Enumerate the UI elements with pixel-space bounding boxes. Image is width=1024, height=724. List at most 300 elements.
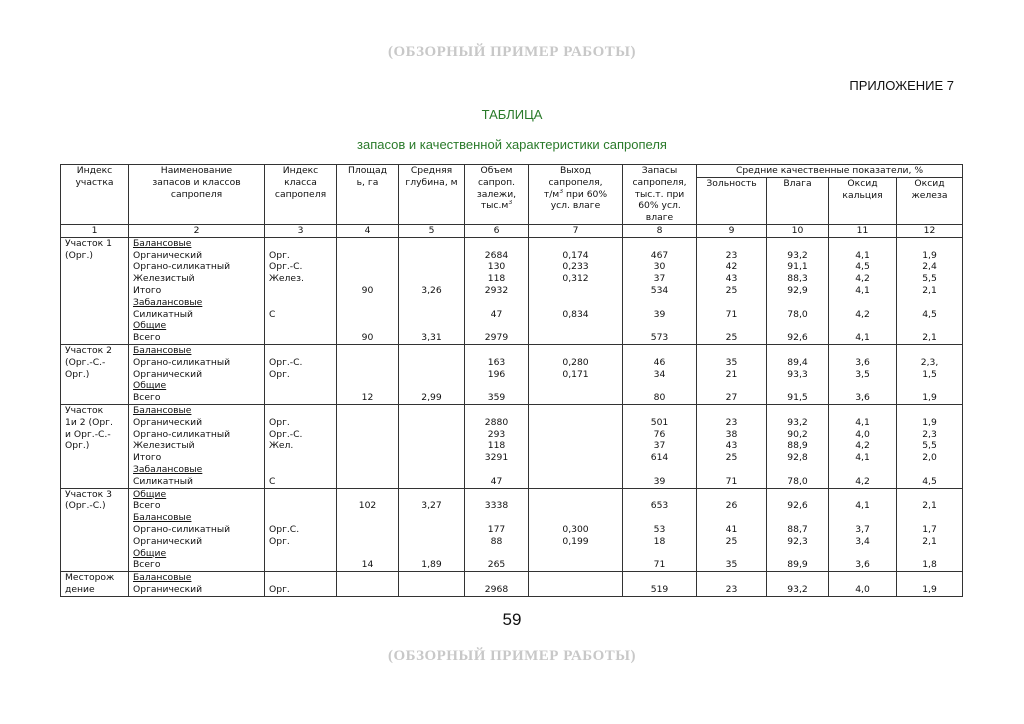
depth-value [402,452,461,464]
category-heading: Забалансовые [133,296,203,308]
section-row [61,404,963,488]
column-number: 3 [265,224,337,237]
volume-value: 2932 [484,284,509,296]
table-header [61,165,963,225]
area-value [340,584,395,596]
yield-value [532,440,619,452]
header-text: при 60% [563,188,608,200]
reserves-value [626,548,693,560]
moisture-value [770,548,825,560]
depth-value [402,476,461,488]
volume-cell [465,404,529,488]
header-text: сапропеля, [632,176,687,188]
section-index-line: Участок [65,404,104,416]
volume-value [468,512,525,524]
depth-value [402,309,461,321]
ash-content-value [700,238,763,250]
yield-value [532,405,619,417]
header-line [468,200,525,212]
category-heading: Забалансовые [133,463,203,475]
reserve-name-line: Итого [133,452,162,464]
class-index-value: С [269,308,276,320]
appendix-label: ПРИЛОЖЕНИЕ 7 [849,78,954,93]
iron-oxide-cell [897,404,963,488]
header-line [626,200,693,212]
iron-oxide-cell [897,237,963,344]
calcium-oxide-cell [829,237,897,344]
column-number: 10 [767,224,829,237]
column-number: 1 [61,224,129,237]
header-line [402,165,461,177]
volume-value: 47 [490,475,503,487]
header-text: Средняя [410,165,453,176]
column-number: 5 [399,224,465,237]
reserve-name [129,488,265,572]
reserves-cell [623,344,697,404]
section-row [61,572,963,597]
depth-cell [399,344,465,404]
volume-cell [465,237,529,344]
moisture-value: 92,3 [787,535,808,547]
section-index-line: Участок 2 [65,344,112,356]
category-heading: Балансовые [133,572,192,584]
header-volume [465,165,529,225]
reserves-value: 30 [653,261,666,273]
depth-value [402,489,461,501]
depth-value: 3,27 [421,500,442,512]
class-index-value: Орг.-С. [269,261,303,273]
iron-oxide-value [900,512,959,524]
area-value [340,512,395,524]
iron-oxide-value: 2,1 [922,332,937,344]
volume-value [468,320,525,332]
section-index [61,344,129,404]
ash-content-value [700,512,763,524]
calcium-oxide-value: 4,5 [855,261,870,273]
reserves-value: 80 [653,392,666,404]
volume-value: 2880 [484,416,509,428]
volume-value: 2968 [484,583,509,595]
area-value: 12 [361,392,374,404]
depth-value [402,417,461,429]
reserves-cell [623,404,697,488]
moisture-value [770,380,825,392]
moisture-value: 93,3 [787,368,808,380]
header-line [532,189,619,201]
ash-content-cell [697,488,767,572]
iron-oxide-value: 2,3, [920,356,939,368]
header-text: кальция [842,189,883,201]
class-index-value: Желез. [269,273,304,285]
iron-oxide-value: 1,5 [922,368,937,380]
depth-value [402,320,461,332]
yield-value [532,512,619,524]
area-value [340,309,395,321]
iron-oxide-value: 4,5 [922,308,937,320]
iron-oxide-value: 5,5 [922,273,937,285]
volume-value: 118 [487,273,506,285]
depth-cell [399,488,465,572]
header-name [129,165,265,225]
header-line [468,165,525,177]
area-value [340,238,395,250]
column-number: 12 [897,224,963,237]
calcium-oxide-value: 4,0 [855,583,870,595]
category-heading: Балансовые [133,404,192,416]
moisture-value: 92,6 [787,500,808,512]
calcium-oxide-value [832,320,893,332]
volume-value: 47 [490,308,503,320]
iron-oxide-value: 2,4 [922,261,937,273]
reserve-name-line: Органический [133,583,203,595]
area-value [340,297,395,309]
reserves-value: 18 [653,535,666,547]
header-line [132,165,261,177]
iron-oxide-value [900,380,959,392]
iron-oxide-cell [897,488,963,572]
calcium-oxide-value [832,380,893,392]
reserve-name-line: Органо-силикатный [133,356,231,368]
volume-value: 88 [490,535,503,547]
class-index-value: С [269,475,276,487]
section-index-line: Орг.) [65,368,90,380]
area-cell [337,237,399,344]
reserves-value [626,572,693,584]
watermark-top: (ОБЗОРНЫЙ ПРИМЕР РАБОТЫ) [387,44,636,60]
depth-value [402,297,461,309]
reserves-value [626,297,693,309]
column-number: 11 [829,224,897,237]
moisture-value: 93,2 [787,416,808,428]
yield-value [532,320,619,332]
depth-value [402,250,461,262]
calcium-oxide-value [832,345,893,357]
header-text: Зольность [706,178,757,189]
calcium-oxide-value: 3,6 [855,392,870,404]
area-value [340,261,395,273]
depth-cell [399,572,465,597]
reserves-cell [623,237,697,344]
area-cell [337,488,399,572]
depth-cell [399,404,465,488]
header-area [337,165,399,225]
column-number: 6 [465,224,529,237]
area-value [340,357,395,369]
reserves-value: 53 [653,523,666,535]
reserves-value: 46 [653,356,666,368]
calcium-oxide-value [832,464,893,476]
volume-value: 177 [487,523,506,535]
reserve-name [129,237,265,344]
header-line [770,178,825,190]
class-index-value: Орг. [269,583,290,595]
header-text: сапроп. [477,176,516,188]
class-index-value [269,489,333,501]
yield-value [532,476,619,488]
header-line [532,177,619,189]
yield-cell [529,344,623,404]
header-text: тыс.т. при [634,188,685,200]
class-index-cell [265,572,337,597]
moisture-value: 78,0 [787,308,808,320]
section-index-line: (Орг.-С.- [65,356,106,368]
iron-oxide-value: 4,5 [922,475,937,487]
area-value [340,380,395,392]
ash-content-value: 27 [725,392,738,404]
volume-value: 118 [487,440,506,452]
header-text: Выход [560,165,591,176]
iron-oxide-value [900,464,959,476]
class-index-value [269,512,333,524]
iron-oxide-value: 2,1 [922,284,937,296]
header-line [626,189,693,201]
depth-value [402,238,461,250]
header-text: участка [75,176,114,188]
section-index [61,572,129,597]
moisture-value [770,464,825,476]
reserves-value: 573 [650,332,669,344]
header-text: ь, га [356,176,379,188]
ash-content-cell [697,572,767,597]
moisture-value [770,572,825,584]
reserves-value: 34 [653,368,666,380]
header-line [64,165,125,177]
ash-content-value [700,405,763,417]
reserve-name-line: Силикатный [133,475,193,487]
table-title: ТАБЛИЦА [481,107,543,122]
area-value [340,417,395,429]
yield-value: 0,312 [562,273,589,285]
iron-oxide-value [900,297,959,309]
section-index [61,237,129,344]
area-value: 102 [358,500,377,512]
yield-cell [529,237,623,344]
reserve-name-line: Железистый [133,440,195,452]
moisture-value: 88,7 [787,523,808,535]
yield-cell [529,572,623,597]
reserves-value: 76 [653,428,666,440]
reserve-name-line: Всего [133,559,161,571]
moisture-value: 89,4 [787,356,808,368]
column-number: 8 [623,224,697,237]
volume-value: 265 [487,559,506,571]
section-row [61,488,963,572]
iron-oxide-cell [897,572,963,597]
iron-oxide-cell [897,344,963,404]
area-cell [337,572,399,597]
header-text: Индекс [282,165,319,176]
yield-value [532,345,619,357]
calcium-oxide-value [832,548,893,560]
moisture-value [770,320,825,332]
header-line [468,177,525,189]
moisture-cell [767,404,829,488]
header-text: т/м [543,188,560,200]
depth-value [402,584,461,596]
depth-value [402,548,461,560]
iron-oxide-value: 1,9 [922,416,937,428]
calcium-oxide-value: 4,2 [855,273,870,285]
calcium-oxide-value: 4,1 [855,500,870,512]
yield-cell [529,488,623,572]
class-index-value [269,500,333,512]
moisture-value: 91,1 [787,261,808,273]
class-index-value [269,548,333,560]
depth-value [402,380,461,392]
reserves-value: 519 [650,583,669,595]
header-text: влаге [645,212,674,224]
column-number: 4 [337,224,399,237]
depth-value: 1,89 [421,559,442,571]
calcium-oxide-value: 4,2 [855,308,870,320]
reserve-name-line: Силикатный [133,308,193,320]
class-index-value: Орг. [269,249,290,261]
header-moisture [767,178,829,225]
class-index-value [269,559,333,571]
moisture-value [770,489,825,501]
header-line [268,165,333,177]
iron-oxide-value: 1,9 [922,249,937,261]
yield-value [532,584,619,596]
header-text: Оксид [847,178,878,189]
reserves-value [626,345,693,357]
class-index-value [269,405,333,417]
header-calcium-oxide [829,178,897,225]
ash-content-value: 71 [725,308,738,320]
yield-value [532,500,619,512]
header-text: 60% усл. [638,200,681,212]
depth-value: 3,31 [421,332,442,344]
section-index-line: и Орг.-С.- [65,428,111,440]
volume-value: 196 [487,368,506,380]
reserves-value [626,320,693,332]
calcium-oxide-value: 3,6 [855,559,870,571]
calcium-oxide-value: 3,7 [855,523,870,535]
reserves-value [626,238,693,250]
area-value [340,464,395,476]
calcium-oxide-value: 4,0 [855,428,870,440]
moisture-cell [767,237,829,344]
section-index [61,488,129,572]
area-value [340,405,395,417]
class-index-value: Орг.-С. [269,428,303,440]
reserves-value: 614 [650,452,669,464]
ash-content-value: 23 [725,583,738,595]
class-index-value: Жел. [269,440,294,452]
volume-value: 2684 [484,249,509,261]
iron-oxide-value: 2,3 [922,428,937,440]
header-line [532,200,619,212]
header-line [626,177,693,189]
yield-value: 0,174 [562,249,589,261]
reserves-value: 39 [653,475,666,487]
reserves-value: 39 [653,308,666,320]
depth-value [402,345,461,357]
reserve-name-line: Всего [133,332,161,344]
header-line [626,165,693,177]
area-value [340,489,395,501]
header-text: железа [911,189,948,201]
depth-value [402,369,461,381]
class-index-value: Орг. [269,416,290,428]
ash-content-value [700,464,763,476]
ash-content-value: 21 [725,368,738,380]
class-index-value [269,380,333,392]
ash-content-value: 35 [725,356,738,368]
calcium-oxide-value: 4,2 [855,475,870,487]
reserve-name-line: Железистый [133,273,195,285]
moisture-value [770,512,825,524]
yield-value [532,285,619,297]
area-value: 90 [361,284,374,296]
depth-value [402,405,461,417]
yield-cell [529,404,623,488]
class-index-value [269,452,333,464]
yield-value [532,392,619,404]
yield-value [532,489,619,501]
reserve-name-line: Итого [133,284,162,296]
volume-value [468,489,525,501]
header-depth [399,165,465,225]
section-index-line: Месторож [65,572,115,584]
calcium-oxide-value: 4,2 [855,440,870,452]
category-heading: Балансовые [133,344,192,356]
volume-value: 359 [487,392,506,404]
superscript: 3 [559,188,564,195]
iron-oxide-value [900,238,959,250]
header-line [468,189,525,201]
section-row [61,237,963,344]
iron-oxide-value: 2,0 [922,452,937,464]
volume-value: 3338 [484,500,509,512]
ash-content-value: 43 [725,440,738,452]
depth-value [402,357,461,369]
moisture-cell [767,572,829,597]
ash-content-value: 25 [725,535,738,547]
class-index-value [269,345,333,357]
reserves-value: 71 [653,559,666,571]
header-yield [529,165,623,225]
category-heading: Балансовые [133,512,192,524]
class-index-value [269,332,333,344]
reserve-name-line: Органо-силикатный [133,428,231,440]
moisture-value: 90,2 [787,428,808,440]
page-number: 59 [502,610,522,629]
calcium-oxide-cell [829,344,897,404]
volume-cell [465,488,529,572]
moisture-value [770,405,825,417]
moisture-value: 89,9 [787,559,808,571]
iron-oxide-value: 1,9 [922,392,937,404]
depth-value [402,512,461,524]
header-text: Запасы [641,165,678,176]
calcium-oxide-value [832,489,893,501]
section-row [61,344,963,404]
header-ash [697,178,767,225]
area-value [340,548,395,560]
yield-value [532,452,619,464]
reserves-value [626,405,693,417]
yield-value [532,238,619,250]
ash-content-value: 23 [725,416,738,428]
reserve-name-line: Всего [133,500,161,512]
header-text: класса [284,176,317,188]
volume-value [468,572,525,584]
section-index-line: (Орг.) [65,249,93,261]
area-value: 90 [361,332,374,344]
header-iron-oxide [897,178,963,225]
reserves-value [626,380,693,392]
